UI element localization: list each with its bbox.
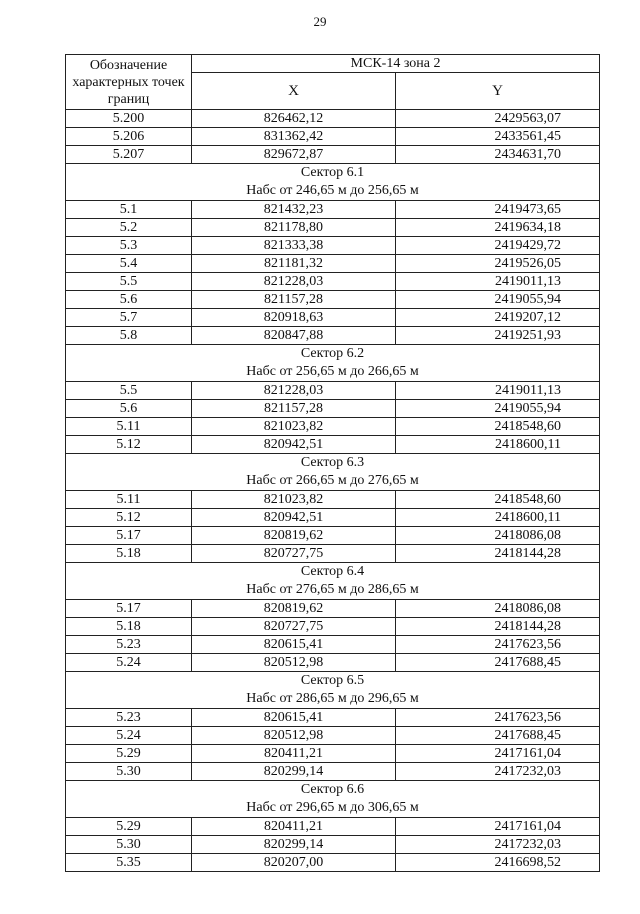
table-row — [66, 219, 600, 237]
point-id-cell: 5.30 — [66, 836, 192, 854]
point-id-cell: 5.30 — [66, 763, 192, 781]
point-id-cell: 5.23 — [66, 709, 192, 727]
x-coordinate-cell: 820727,75 — [192, 618, 396, 636]
point-id-cell: 5.12 — [66, 436, 192, 454]
x-coordinate-cell: 821023,82 — [192, 491, 396, 509]
y-coordinate-cell: 2418086,08 — [396, 527, 600, 545]
sector-header — [66, 563, 600, 600]
table-row — [66, 527, 600, 545]
table-row — [66, 400, 600, 418]
x-coordinate-cell: 820411,21 — [192, 818, 396, 836]
point-id-cell: 5.17 — [66, 600, 192, 618]
x-coordinate-cell: 820512,98 — [192, 654, 396, 672]
x-coordinate-cell: 829672,87 — [192, 146, 396, 164]
x-coordinate-cell: 820918,63 — [192, 309, 396, 327]
point-id-cell: 5.5 — [66, 273, 192, 291]
x-coordinate-cell: 820207,00 — [192, 854, 396, 872]
table-header — [66, 55, 600, 110]
point-id-cell: 5.35 — [66, 854, 192, 872]
table-row — [66, 709, 600, 727]
point-id-cell: 5.206 — [66, 128, 192, 146]
x-coordinate-cell: 826462,12 — [192, 110, 396, 128]
table-row — [66, 509, 600, 527]
table-row — [66, 418, 600, 436]
x-coordinate-cell: 820299,14 — [192, 763, 396, 781]
table-body — [66, 110, 600, 872]
sector-height-range: Набс от 276,65 м до 286,65 м — [246, 582, 419, 597]
point-id-cell: 5.17 — [66, 527, 192, 545]
y-coordinate-cell: 2418548,60 — [396, 491, 600, 509]
y-coordinate-cell: 2418086,08 — [396, 600, 600, 618]
x-coordinate-cell: 821181,32 — [192, 255, 396, 273]
x-coordinate-cell: 820942,51 — [192, 436, 396, 454]
sector-header-row — [66, 563, 600, 600]
y-coordinate-cell: 2419055,94 — [396, 400, 600, 418]
table-row — [66, 654, 600, 672]
table-row — [66, 636, 600, 654]
x-coordinate-cell: 821157,28 — [192, 400, 396, 418]
table-row — [66, 745, 600, 763]
point-id-cell: 5.5 — [66, 382, 192, 400]
x-coordinate-cell: 820819,62 — [192, 527, 396, 545]
x-coordinate-cell: 820615,41 — [192, 709, 396, 727]
y-coordinate-cell: 2419251,93 — [396, 327, 600, 345]
sector-header-row — [66, 781, 600, 818]
point-id-cell: 5.23 — [66, 636, 192, 654]
sector-header — [66, 454, 600, 491]
point-id-cell: 5.200 — [66, 110, 192, 128]
y-coordinate-cell: 2416698,52 — [396, 854, 600, 872]
y-coordinate-cell: 2417161,04 — [396, 745, 600, 763]
table-row — [66, 836, 600, 854]
x-coordinate-cell: 821432,23 — [192, 201, 396, 219]
y-coordinate-cell: 2419634,18 — [396, 219, 600, 237]
y-coordinate-cell: 2417232,03 — [396, 763, 600, 781]
sector-title: Сектор 6.4 — [300, 564, 365, 579]
y-coordinate-cell: 2417623,56 — [396, 636, 600, 654]
x-coordinate-cell: 820819,62 — [192, 600, 396, 618]
table-row — [66, 436, 600, 454]
point-id-cell: 5.3 — [66, 237, 192, 255]
table-row — [66, 128, 600, 146]
y-coordinate-cell: 2419055,94 — [396, 291, 600, 309]
sector-height-range: Набс от 246,65 м до 256,65 м — [246, 183, 419, 198]
point-id-cell: 5.12 — [66, 509, 192, 527]
point-id-cell: 5.6 — [66, 400, 192, 418]
table-row — [66, 763, 600, 781]
point-id-cell: 5.8 — [66, 327, 192, 345]
x-coordinate-cell: 820847,88 — [192, 327, 396, 345]
point-id-cell: 5.7 — [66, 309, 192, 327]
point-id-cell: 5.11 — [66, 491, 192, 509]
y-coordinate-cell: 2419011,13 — [396, 273, 600, 291]
sector-header-row — [66, 345, 600, 382]
table-row — [66, 255, 600, 273]
x-coordinate-cell: 821333,38 — [192, 237, 396, 255]
table-row — [66, 273, 600, 291]
y-coordinate-cell: 2417623,56 — [396, 709, 600, 727]
y-coordinate-cell: 2429563,07 — [396, 110, 600, 128]
y-coordinate-cell: 2433561,45 — [396, 128, 600, 146]
sector-header — [66, 672, 600, 709]
y-coordinate-cell: 2417232,03 — [396, 836, 600, 854]
point-id-cell: 5.2 — [66, 219, 192, 237]
y-coordinate-cell: 2417688,45 — [396, 654, 600, 672]
coordinate-system-header: МСК-14 зона 2 — [192, 55, 600, 73]
x-coordinate-cell: 820512,98 — [192, 727, 396, 745]
coordinates-table — [65, 54, 600, 872]
sector-title: Сектор 6.5 — [300, 673, 365, 688]
table-row — [66, 600, 600, 618]
y-coordinate-cell: 2418600,11 — [396, 509, 600, 527]
point-id-cell: 5.24 — [66, 727, 192, 745]
table-row — [66, 618, 600, 636]
sector-header-row — [66, 454, 600, 491]
sector-height-range: Набс от 266,65 м до 276,65 м — [246, 473, 419, 488]
table-row — [66, 727, 600, 745]
table-row — [66, 291, 600, 309]
point-id-cell: 5.1 — [66, 201, 192, 219]
y-coordinate-cell: 2419429,72 — [396, 237, 600, 255]
designation-header: Обозначение характерных точек границ — [66, 55, 192, 110]
x-coordinate-cell: 820299,14 — [192, 836, 396, 854]
point-id-cell: 5.29 — [66, 818, 192, 836]
sector-header — [66, 781, 600, 818]
table-row — [66, 309, 600, 327]
point-id-cell: 5.18 — [66, 618, 192, 636]
x-coordinate-cell: 820727,75 — [192, 545, 396, 563]
x-coordinate-cell: 831362,42 — [192, 128, 396, 146]
table-row — [66, 110, 600, 128]
table-row — [66, 854, 600, 872]
table-row — [66, 327, 600, 345]
table-row — [66, 201, 600, 219]
y-coordinate-cell: 2417688,45 — [396, 727, 600, 745]
table-row — [66, 545, 600, 563]
x-column-header: X — [192, 73, 396, 110]
sector-height-range: Набс от 296,65 м до 306,65 м — [246, 800, 419, 815]
y-coordinate-cell: 2419011,13 — [396, 382, 600, 400]
sector-title: Сектор 6.2 — [300, 346, 365, 361]
point-id-cell: 5.29 — [66, 745, 192, 763]
y-coordinate-cell: 2418144,28 — [396, 618, 600, 636]
point-id-cell: 5.24 — [66, 654, 192, 672]
x-coordinate-cell: 820411,21 — [192, 745, 396, 763]
sector-header — [66, 345, 600, 382]
y-coordinate-cell: 2434631,70 — [396, 146, 600, 164]
x-coordinate-cell: 820942,51 — [192, 509, 396, 527]
point-id-cell: 5.18 — [66, 545, 192, 563]
table-row — [66, 491, 600, 509]
sector-title: Сектор 6.1 — [300, 165, 365, 180]
y-coordinate-cell: 2418144,28 — [396, 545, 600, 563]
y-coordinate-cell: 2418600,11 — [396, 436, 600, 454]
sector-height-range: Набс от 286,65 м до 296,65 м — [246, 691, 419, 706]
x-coordinate-cell: 821228,03 — [192, 273, 396, 291]
y-coordinate-cell: 2419526,05 — [396, 255, 600, 273]
x-coordinate-cell: 821228,03 — [192, 382, 396, 400]
table-row — [66, 382, 600, 400]
sector-title: Сектор 6.6 — [300, 782, 365, 797]
table-row — [66, 146, 600, 164]
x-coordinate-cell: 821178,80 — [192, 219, 396, 237]
sector-header-row — [66, 672, 600, 709]
x-coordinate-cell: 821023,82 — [192, 418, 396, 436]
point-id-cell: 5.207 — [66, 146, 192, 164]
table-row — [66, 237, 600, 255]
y-coordinate-cell: 2417161,04 — [396, 818, 600, 836]
table-row — [66, 818, 600, 836]
page-number: 29 — [313, 14, 327, 29]
x-coordinate-cell: 820615,41 — [192, 636, 396, 654]
y-coordinate-cell: 2418548,60 — [396, 418, 600, 436]
sector-height-range: Набс от 256,65 м до 266,65 м — [246, 364, 419, 379]
sector-header — [66, 164, 600, 201]
sector-title: Сектор 6.3 — [300, 455, 365, 470]
y-coordinate-cell: 2419473,65 — [396, 201, 600, 219]
point-id-cell: 5.6 — [66, 291, 192, 309]
point-id-cell: 5.11 — [66, 418, 192, 436]
sector-header-row — [66, 164, 600, 201]
y-column-header: Y — [396, 73, 600, 110]
point-id-cell: 5.4 — [66, 255, 192, 273]
x-coordinate-cell: 821157,28 — [192, 291, 396, 309]
y-coordinate-cell: 2419207,12 — [396, 309, 600, 327]
